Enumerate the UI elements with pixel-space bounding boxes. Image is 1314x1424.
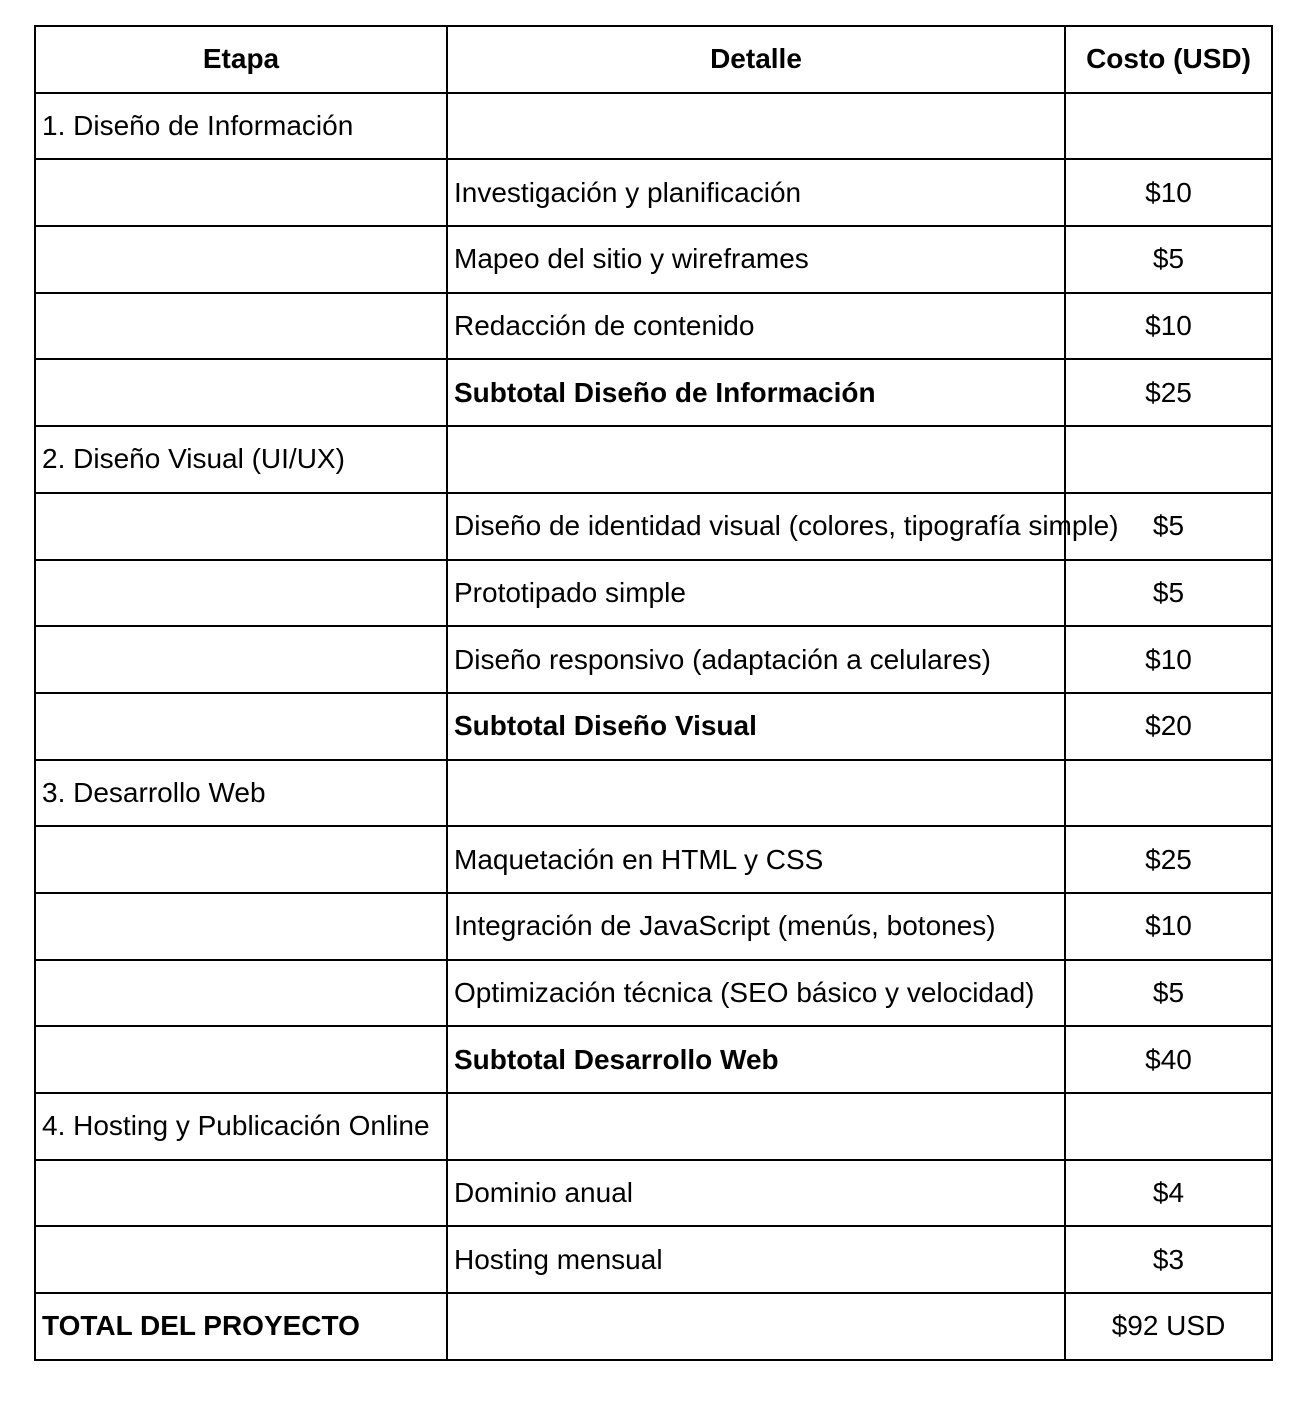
table-row (35, 960, 1272, 1027)
detalle-cell (447, 760, 1065, 827)
table-row (35, 1226, 1272, 1293)
stage-title: 4. Hosting y Publicación Online (35, 1093, 447, 1160)
subtotal-label: Subtotal Diseño de Información (447, 359, 1065, 426)
costo-cell (1065, 93, 1272, 160)
costo-cell: $3 (1065, 1226, 1272, 1293)
detalle-cell: Redacción de contenido (447, 293, 1065, 360)
detalle-cell (447, 426, 1065, 493)
detalle-cell: Hosting mensual (447, 1226, 1065, 1293)
table-row (35, 226, 1272, 293)
header-etapa: Etapa (35, 26, 447, 93)
table-row (35, 626, 1272, 693)
subtotal-value: $40 (1065, 1026, 1272, 1093)
costo-cell: $25 (1065, 826, 1272, 893)
subtotal-label: Subtotal Diseño Visual (447, 693, 1065, 760)
table-row (35, 493, 1272, 560)
stage-title: 2. Diseño Visual (UI/UX) (35, 426, 447, 493)
detalle-cell: Investigación y planificación (447, 159, 1065, 226)
costo-cell: $4 (1065, 1160, 1272, 1227)
table-row (35, 293, 1272, 360)
etapa-cell (35, 1026, 447, 1093)
etapa-cell (35, 626, 447, 693)
table-row (35, 560, 1272, 627)
header-detalle: Detalle (447, 26, 1065, 93)
detalle-cell (447, 1293, 1065, 1360)
detalle-cell (447, 1093, 1065, 1160)
etapa-cell (35, 493, 447, 560)
table-row (35, 159, 1272, 226)
total-value: $92 USD (1065, 1293, 1272, 1360)
costo-cell (1065, 760, 1272, 827)
etapa-cell (35, 893, 447, 960)
costo-cell (1065, 426, 1272, 493)
detalle-cell: Maquetación en HTML y CSS (447, 826, 1065, 893)
detalle-cell: Mapeo del sitio y wireframes (447, 226, 1065, 293)
subtotal-label: Subtotal Desarrollo Web (447, 1026, 1065, 1093)
header-costo: Costo (USD) (1065, 26, 1272, 93)
etapa-cell (35, 693, 447, 760)
table-row (35, 1160, 1272, 1227)
subtotal-value: $20 (1065, 693, 1272, 760)
costo-cell (1065, 1093, 1272, 1160)
etapa-cell (35, 960, 447, 1027)
etapa-cell (35, 826, 447, 893)
stage-row (35, 426, 1272, 493)
detalle-cell: Dominio anual (447, 1160, 1065, 1227)
detalle-cell: Diseño de identidad visual (colores, tipografía simple) (447, 493, 1065, 560)
etapa-cell (35, 293, 447, 360)
detalle-cell: Diseño responsivo (adaptación a celulares) (447, 626, 1065, 693)
etapa-cell (35, 159, 447, 226)
detalle-cell: Optimización técnica (SEO básico y velocidad) (447, 960, 1065, 1027)
subtotal-row (35, 693, 1272, 760)
table-row (35, 93, 1272, 160)
etapa-cell (35, 226, 447, 293)
costo-cell: $5 (1065, 226, 1272, 293)
etapa-cell (35, 1226, 447, 1293)
subtotal-row (35, 359, 1272, 426)
detalle-cell: Prototipado simple (447, 560, 1065, 627)
costo-cell: $5 (1065, 960, 1272, 1027)
stage-row (35, 760, 1272, 827)
detalle-cell: Integración de JavaScript (menús, botones) (447, 893, 1065, 960)
stage-row (35, 1093, 1272, 1160)
header-row (35, 26, 1272, 93)
costo-cell: $10 (1065, 893, 1272, 960)
detalle-cell (447, 93, 1065, 160)
total-label: TOTAL DEL PROYECTO (35, 1293, 447, 1360)
stage-title: 3. Desarrollo Web (35, 760, 447, 827)
costo-cell: $10 (1065, 626, 1272, 693)
cost-table (34, 25, 1273, 1361)
table-row (35, 826, 1272, 893)
etapa-cell: 1. Diseño de Información (35, 93, 447, 160)
costo-cell: $5 (1065, 493, 1272, 560)
costo-cell: $5 (1065, 560, 1272, 627)
total-row (35, 1293, 1272, 1360)
etapa-cell (35, 359, 447, 426)
subtotal-value: $25 (1065, 359, 1272, 426)
etapa-cell (35, 560, 447, 627)
subtotal-row (35, 1026, 1272, 1093)
etapa-cell (35, 1160, 447, 1227)
table-row (35, 893, 1272, 960)
costo-cell: $10 (1065, 293, 1272, 360)
costo-cell: $10 (1065, 159, 1272, 226)
